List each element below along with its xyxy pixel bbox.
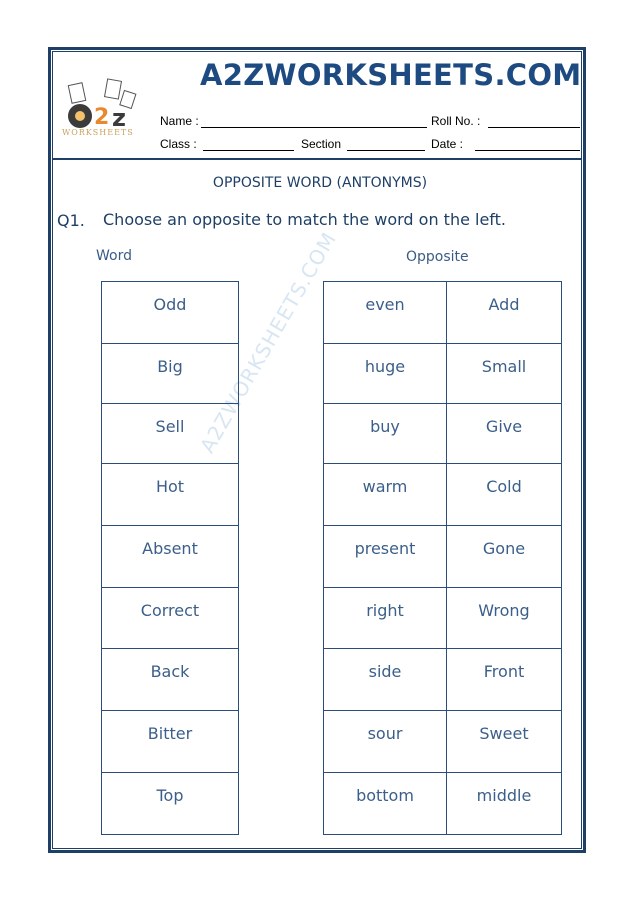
word-cell: Hot <box>102 464 239 526</box>
option-cell[interactable]: Front <box>447 649 562 711</box>
option-cell[interactable]: Cold <box>447 464 562 526</box>
word-cell: Bitter <box>102 711 239 773</box>
section-field[interactable] <box>347 150 425 151</box>
option-row <box>324 404 562 464</box>
option-cell[interactable]: Sweet <box>447 711 562 773</box>
word-cell: Absent <box>102 526 239 588</box>
option-cell[interactable]: Add <box>447 282 562 344</box>
word-cell: Back <box>102 649 239 711</box>
name-label: Name : <box>160 114 199 128</box>
watermark: A2ZWORKSHEETS.COM <box>195 227 342 457</box>
word-row <box>102 282 239 344</box>
word-row <box>102 649 239 711</box>
option-cell[interactable]: huge <box>324 344 447 404</box>
option-row <box>324 773 562 835</box>
option-row <box>324 649 562 711</box>
opposite-table <box>323 281 562 835</box>
option-cell[interactable]: warm <box>324 464 447 526</box>
option-cell[interactable]: right <box>324 588 447 649</box>
worksheet-title: OPPOSITE WORD (ANTONYMS) <box>212 175 428 191</box>
option-cell[interactable]: Small <box>447 344 562 404</box>
option-cell[interactable]: even <box>324 282 447 344</box>
date-field[interactable] <box>475 150 580 151</box>
word-cell: Top <box>102 773 239 835</box>
word-row <box>102 526 239 588</box>
word-cell: Big <box>102 344 239 404</box>
word-row <box>102 404 239 464</box>
word-row <box>102 464 239 526</box>
name-field[interactable] <box>201 127 427 128</box>
question-text: Choose an opposite to match the word on the left. <box>103 210 507 229</box>
word-cell: Odd <box>102 282 239 344</box>
roll-number-label: Roll No. : <box>431 114 481 128</box>
roll-number-field[interactable] <box>488 127 580 128</box>
date-label: Date : <box>431 137 464 151</box>
option-cell[interactable]: buy <box>324 404 447 464</box>
word-cell: Sell <box>102 404 239 464</box>
opposite-column-label: Opposite <box>406 249 469 265</box>
word-cell: Correct <box>102 588 239 649</box>
option-cell[interactable]: middle <box>447 773 562 835</box>
word-row <box>102 344 239 404</box>
option-cell[interactable]: sour <box>324 711 447 773</box>
option-row <box>324 588 562 649</box>
word-column-label: Word <box>96 248 132 264</box>
word-row <box>102 711 239 773</box>
option-row <box>324 464 562 526</box>
word-row <box>102 773 239 835</box>
logo-text: WORKSHEETS <box>62 128 134 137</box>
class-field[interactable] <box>203 150 294 151</box>
option-cell[interactable]: Give <box>447 404 562 464</box>
option-row <box>324 711 562 773</box>
option-cell[interactable]: present <box>324 526 447 588</box>
word-table <box>101 281 239 835</box>
word-row <box>102 588 239 649</box>
question-number: Q1. <box>57 211 85 230</box>
option-row <box>324 282 562 344</box>
option-row <box>324 344 562 404</box>
header-divider <box>52 158 582 160</box>
option-row <box>324 526 562 588</box>
option-cell[interactable]: Wrong <box>447 588 562 649</box>
section-label: Section <box>301 137 342 151</box>
option-cell[interactable]: bottom <box>324 773 447 835</box>
class-label: Class : <box>160 137 197 151</box>
svg-text:z: z <box>112 104 126 132</box>
option-cell[interactable]: Gone <box>447 526 562 588</box>
option-cell[interactable]: side <box>324 649 447 711</box>
svg-text:2: 2 <box>94 105 110 130</box>
brand-title: A2ZWORKSHEETS.COM <box>200 58 582 92</box>
